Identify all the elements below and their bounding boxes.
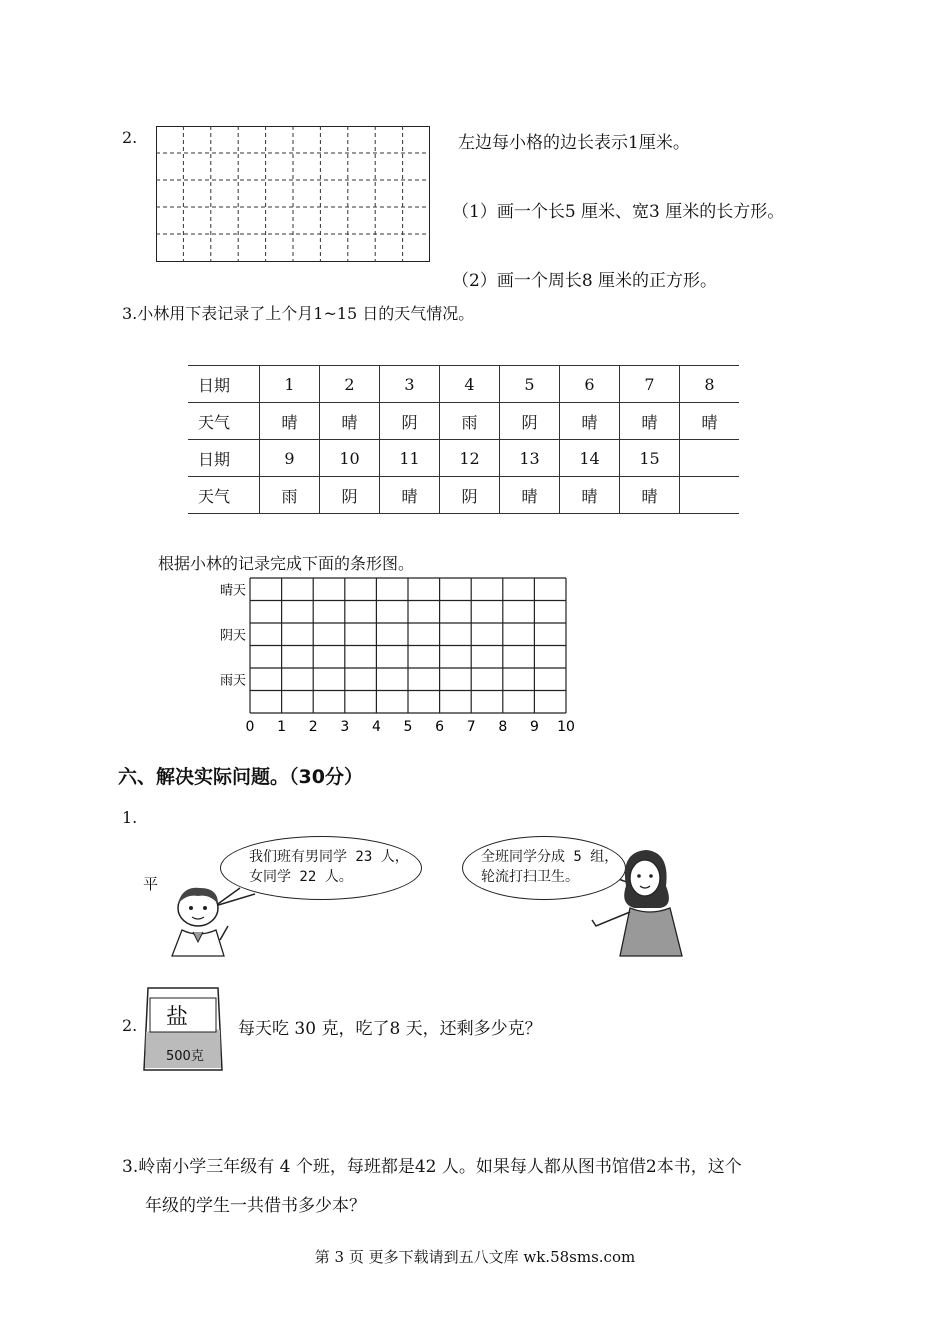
- table-row: [188, 366, 739, 403]
- table-cell: 5: [500, 366, 560, 403]
- table-cell: 晴: [680, 403, 740, 440]
- boy-speech-bubble: [220, 836, 422, 900]
- table-cell: 晴: [380, 477, 440, 514]
- table-cell: 8: [680, 366, 740, 403]
- page-footer: 第 3 页 更多下载请到五八文库 wk.58sms.com: [314, 1248, 636, 1266]
- chart-caption: 根据小林的记录完成下面的条形图。: [158, 554, 415, 573]
- chart-x-tick: 1: [277, 719, 287, 735]
- table-cell: 日期: [188, 440, 260, 477]
- teacher-illustration: [590, 846, 690, 958]
- table-cell: 1: [260, 366, 320, 403]
- chart-category-label: 阴天: [219, 628, 246, 644]
- question-3-intro: 3.小林用下表记录了上个月1~15 日的天气情况。: [122, 304, 475, 323]
- table-cell: 阴: [380, 403, 440, 440]
- table-cell: 13: [500, 440, 560, 477]
- table-cell: 11: [380, 440, 440, 477]
- table-cell: 15: [620, 440, 680, 477]
- question-2-number: 2.: [122, 128, 138, 147]
- table-cell: 阴: [440, 477, 500, 514]
- table-cell: 9: [260, 440, 320, 477]
- table-cell: 14: [560, 440, 620, 477]
- table-cell: 日期: [188, 366, 260, 403]
- chart-x-tick: 6: [435, 719, 445, 735]
- table-cell: 4: [440, 366, 500, 403]
- salt-weight: 500克: [166, 1049, 204, 1064]
- table-cell: 12: [440, 440, 500, 477]
- section-6-heading: 六、解决实际问题。（30分）: [118, 766, 363, 788]
- weather-table: [188, 365, 739, 514]
- chart-x-tick: 5: [403, 719, 413, 735]
- table-cell: 阴: [500, 403, 560, 440]
- table-cell: 3: [380, 366, 440, 403]
- chart-x-tick: 2: [308, 719, 318, 735]
- chart-x-tick: 8: [498, 719, 508, 735]
- dashed-drawing-grid[interactable]: [156, 126, 430, 262]
- s6-question-2-number: 2.: [122, 1016, 138, 1035]
- table-cell: [680, 477, 740, 514]
- table-cell: 晴: [560, 403, 620, 440]
- table-cell: [680, 440, 740, 477]
- dashed-grid-lines: [156, 126, 430, 262]
- s6-question-1-number: 1.: [122, 808, 138, 827]
- chart-category-label: 雨天: [219, 673, 246, 689]
- s6-question-2-text: 每天吃 30 克，吃了8 天，还剩多少克？: [238, 1019, 542, 1039]
- boy-speech-line-2: 女同学 22 人。: [249, 869, 353, 885]
- table-cell: 7: [620, 366, 680, 403]
- teacher-speech-line-1: 全班同学分成 5 组，: [481, 849, 619, 865]
- table-row: [188, 403, 739, 440]
- question-2-part-1: （1）画一个长5 厘米、宽3 厘米的长方形。: [452, 202, 785, 222]
- table-cell: 2: [320, 366, 380, 403]
- question-2-part-2: （2）画一个周长8 厘米的正方形。: [452, 271, 718, 291]
- chart-x-tick: 9: [529, 719, 539, 735]
- chart-x-tick: 0: [245, 719, 255, 735]
- boy-speech-line-1: 我们班有男同学 23 人，: [249, 849, 409, 865]
- table-row: [188, 440, 739, 477]
- table-cell: 10: [320, 440, 380, 477]
- chart-x-tick: 3: [340, 719, 350, 735]
- question-2-intro: 左边每小格的边长表示1厘米。: [458, 133, 690, 153]
- table-cell: 晴: [260, 403, 320, 440]
- chart-category-label: 晴天: [219, 583, 246, 599]
- boy-illustration: [160, 880, 240, 960]
- boy-label: 平: [143, 875, 159, 893]
- table-cell: 天气: [188, 403, 260, 440]
- teacher-speech-line-2: 轮流打扫卫生。: [481, 869, 579, 885]
- table-cell: 天气: [188, 477, 260, 514]
- table-cell: 阴: [320, 477, 380, 514]
- table-cell: 晴: [500, 477, 560, 514]
- table-cell: 晴: [560, 477, 620, 514]
- s6-question-3-line-2: 年级的学生一共借书多少本？: [145, 1196, 366, 1216]
- chart-x-tick: 10: [557, 719, 575, 735]
- table-cell: 雨: [440, 403, 500, 440]
- chart-x-tick: 7: [466, 719, 476, 735]
- bar-chart[interactable]: [200, 570, 580, 760]
- table-cell: 晴: [620, 477, 680, 514]
- salt-label: 盐: [166, 1005, 189, 1030]
- chart-x-tick: 4: [371, 719, 381, 735]
- s6-question-3-line-1: 3.岭南小学三年级有 4 个班，每班都是42 人。如果每人都从图书馆借2本书，这个: [122, 1157, 742, 1177]
- table-row: [188, 477, 739, 514]
- table-cell: 晴: [620, 403, 680, 440]
- table-cell: 6: [560, 366, 620, 403]
- table-cell: 晴: [320, 403, 380, 440]
- table-cell: 雨: [260, 477, 320, 514]
